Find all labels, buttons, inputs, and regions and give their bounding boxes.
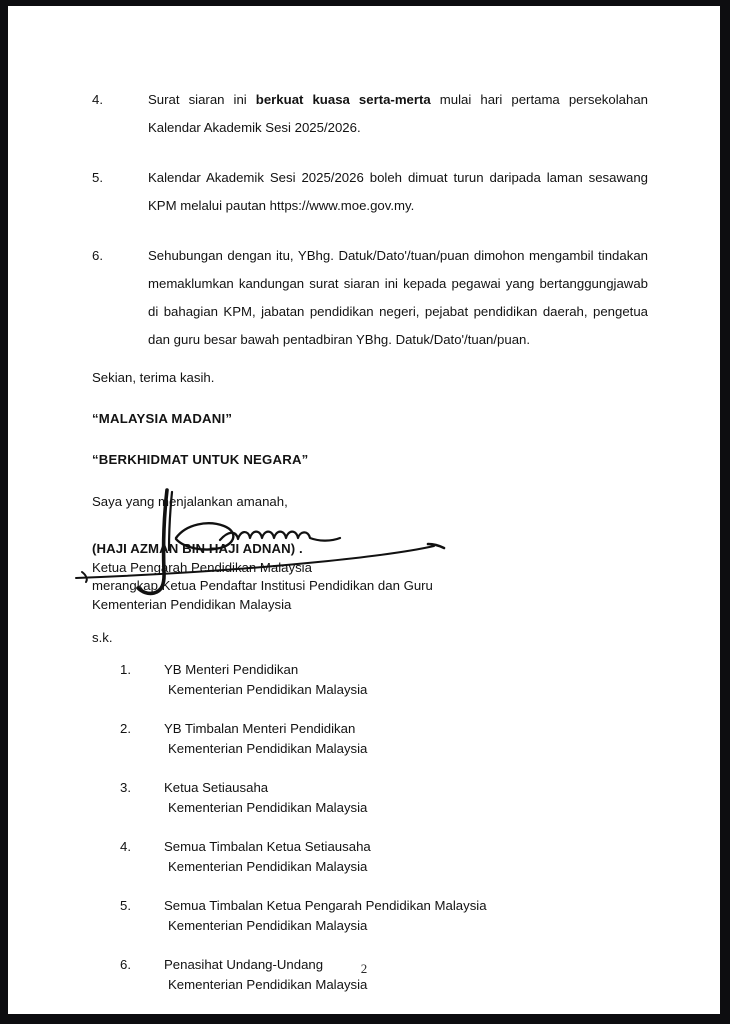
list-item-number: 3. <box>120 780 131 795</box>
list-item <box>92 896 632 935</box>
list-item-number: 2. <box>120 721 131 736</box>
paragraph-number: 5. <box>92 170 103 185</box>
signatory-role-line-1: Ketua Pengarah Pendidikan Malaysia <box>92 559 312 575</box>
paragraph-number: 6. <box>92 248 103 263</box>
closing-thanks: Sekian, terima kasih. <box>92 370 215 385</box>
signatory-name: (HAJI AZMAN BIN HAJI ADNAN) . <box>92 541 303 556</box>
list-item-number: 1. <box>120 662 131 677</box>
list-item-subtitle: Kementerian Pendidikan Malaysia <box>168 799 368 815</box>
distribution-section <box>92 628 632 1014</box>
list-item-subtitle: Kementerian Pendidikan Malaysia <box>168 681 368 697</box>
list-item-title: YB Menteri Pendidikan <box>164 662 299 677</box>
paragraph-6 <box>92 242 648 354</box>
closing-block <box>92 368 652 512</box>
closing-amanah: Saya yang menjalankan amanah, <box>92 494 288 509</box>
list-item-subtitle: Kementerian Pendidikan Malaysia <box>168 740 368 756</box>
page-number: 2 <box>360 961 368 976</box>
signatory-block <box>92 540 433 614</box>
list-item <box>92 660 632 699</box>
list-item-subtitle: Kementerian Pendidikan Malaysia <box>168 917 368 933</box>
list-item-number: 4. <box>120 839 131 854</box>
document-body <box>92 86 648 376</box>
slogan-malaysia-madani: “MALAYSIA MADANI” <box>92 411 233 426</box>
paragraph-tail: mulai hari pertama persekolahan Kalendar Akademik Sesi 2025/2026. <box>148 92 648 135</box>
paragraph-number: 4. <box>92 92 103 107</box>
signatory-role-line-3: Kementerian Pendidikan Malaysia <box>92 596 292 612</box>
paragraph-text: Kalendar Akademik Sesi 2025/2026 boleh dimuat turun daripada laman sesawang KPM melalui pautan https://www.moe.gov.my. <box>148 170 648 213</box>
list-item-subtitle: Kementerian Pendidikan Malaysia <box>168 858 368 874</box>
list-item-subtitle: Kementerian Pendidikan Malaysia <box>168 976 368 992</box>
list-item-title: Penasihat Undang-Undang <box>164 957 324 972</box>
list-item-title: YB Timbalan Menteri Pendidikan <box>164 721 356 736</box>
list-item-title: Semua Timbalan Ketua Setiausaha <box>164 839 371 854</box>
paragraph-5 <box>92 164 648 220</box>
paragraph-bold-phrase: berkuat kuasa serta-merta <box>255 92 431 107</box>
slogan-berkhidmat-untuk-negara: “BERKHIDMAT UNTUK NEGARA” <box>92 452 309 467</box>
list-item-number: 5. <box>120 898 131 913</box>
list-item-title: Semua Timbalan Ketua Pengarah Pendidikan Malaysia <box>164 898 487 913</box>
signatory-role-line-2: merangkap Ketua Pendaftar Institusi Pendidikan dan Guru <box>92 578 433 593</box>
paragraph-text <box>148 86 648 142</box>
paragraph-lead: Surat siaran ini <box>148 92 256 107</box>
distribution-list <box>92 660 632 994</box>
list-item <box>92 837 632 876</box>
list-item <box>92 778 632 817</box>
list-item-title: Ketua Setiausaha <box>164 780 269 795</box>
paragraph-text: Sehubungan dengan itu, YBhg. Datuk/Dato'/tuan/puan dimohon mengambil tindakan memaklumkan kandungan surat siaran ini kepada pegawai yang bertanggungjawab di bahagian KPM, jabatan pendidikan negeri, pejabat pendidikan daerah, pengetua dan guru besar bawah pentadbiran YBhg. Datuk/Dato'/tuan/puan. <box>148 248 648 347</box>
document-page <box>8 6 720 1014</box>
list-item <box>92 719 632 758</box>
list-item-number: 6. <box>120 957 131 972</box>
distribution-label: s.k. <box>92 630 113 645</box>
paragraph-4 <box>92 86 648 142</box>
